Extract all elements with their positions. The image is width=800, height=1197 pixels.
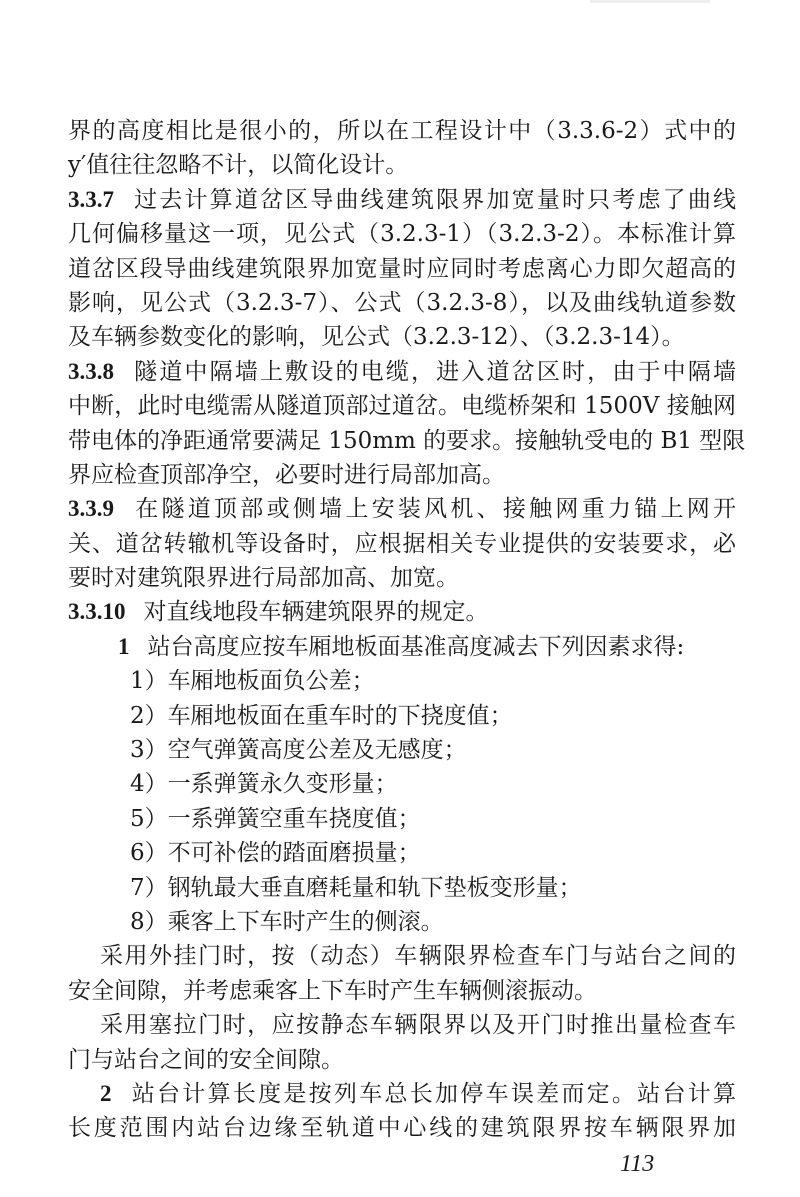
line-text: 中断，此时电缆需从隧道顶部过道岔。电缆桥架和 1500V 接触网 bbox=[68, 393, 736, 420]
text-line bbox=[68, 1077, 736, 1111]
line-text: 隧道中隔墙上敷设的电缆，进入道岔区时，由于中隔墙 bbox=[132, 358, 736, 385]
text-line bbox=[68, 148, 736, 182]
line-text: 长度范围内站台边缘至轨道中心线的建筑限界按车辆限界加 bbox=[68, 1115, 736, 1142]
text-line bbox=[68, 1043, 736, 1077]
section-number: 3.3.10 bbox=[68, 599, 126, 625]
text-line bbox=[68, 252, 736, 286]
text-line bbox=[68, 320, 736, 354]
section-number: 2 bbox=[100, 1080, 112, 1106]
section-number: 3.3.8 bbox=[68, 358, 114, 384]
line-text: 道岔区段导曲线建筑限界加宽量时应同时考虑离心力即欠超高的 bbox=[68, 255, 736, 282]
page-number: 113 bbox=[620, 1151, 655, 1177]
line-text: 站台高度应按车厢地板面基准高度减去下列因素求得: bbox=[147, 633, 685, 660]
document-body bbox=[68, 114, 746, 1146]
line-text: 带电体的净距通常要满足 150mm 的要求。接触轨受电的 B1 型限 bbox=[68, 427, 746, 454]
text-line bbox=[68, 595, 736, 629]
line-text: 3）空气弹簧高度公差及无感度； bbox=[130, 737, 467, 764]
line-text: 采用外挂门时，按（动态）车辆限界检查车门与站台之间的 bbox=[100, 943, 736, 970]
line-text: 6）不可补偿的踏面磨损量； bbox=[130, 840, 421, 867]
line-text: 要时对建筑限界进行局部加高、加宽。 bbox=[68, 565, 459, 592]
line-text: 1）车厢地板面负公差； bbox=[130, 668, 375, 695]
text-line bbox=[68, 527, 736, 561]
text-line bbox=[68, 939, 736, 973]
text-line bbox=[68, 836, 736, 870]
section-number: 3.3.7 bbox=[68, 186, 114, 212]
line-text: 7）钢轨最大垂直磨耗量和轨下垫板变形量； bbox=[130, 874, 582, 901]
line-text: 2）车厢地板面在重车时的下挠度值； bbox=[130, 702, 513, 729]
text-line bbox=[68, 871, 736, 905]
text-line bbox=[68, 733, 736, 767]
text-line bbox=[68, 1008, 736, 1042]
line-text: 在隧道顶部或侧墙上安装风机、接触网重力锚上网开 bbox=[132, 496, 736, 523]
line-text: 站台计算长度是按列车总长加停车误差而定。站台计算 bbox=[129, 1080, 736, 1107]
text-line bbox=[68, 114, 736, 148]
line-text: 过去计算道岔区导曲线建筑限界加宽量时只考虑了曲线 bbox=[132, 186, 736, 213]
text-line bbox=[68, 424, 746, 458]
text-line bbox=[68, 355, 736, 389]
line-text: y′值往往忽略不计，以简化设计。 bbox=[68, 152, 409, 179]
text-line bbox=[68, 699, 736, 733]
line-text: 界的高度相比是很小的，所以在工程设计中（3.3.6-2）式中的 bbox=[68, 118, 736, 144]
text-line bbox=[68, 458, 736, 492]
line-text: 关、道岔转辙机等设备时，应根据相关专业提供的安装要求，必 bbox=[68, 530, 736, 557]
section-number: 3.3.9 bbox=[68, 496, 114, 522]
text-line bbox=[68, 664, 736, 698]
text-line bbox=[68, 389, 736, 423]
line-text: 门与站台之间的安全间隙。 bbox=[68, 1046, 344, 1073]
text-line bbox=[68, 767, 736, 801]
text-line bbox=[68, 183, 736, 217]
line-text: 8）乘客上下车时产生的侧滚。 bbox=[130, 908, 444, 935]
line-text: 几何偏移量这一项，见公式（3.2.3-1）（3.2.3-2）。本标准计算 bbox=[68, 221, 736, 248]
text-line bbox=[68, 1111, 736, 1145]
line-text: 及车辆参数变化的影响，见公式（3.2.3-12）、（3.2.3-14）。 bbox=[68, 324, 685, 351]
scan-artifact bbox=[590, 0, 710, 3]
text-line bbox=[68, 974, 736, 1008]
line-text: 采用塞拉门时，应按静态车辆限界以及开门时推出量检查车 bbox=[100, 1012, 736, 1039]
text-line bbox=[68, 217, 736, 251]
line-text: 安全间隙，并考虑乘客上下车时产生车辆侧滚振动。 bbox=[68, 977, 597, 1004]
section-number: 1 bbox=[118, 633, 130, 659]
line-text: 5）一系弹簧空重车挠度值； bbox=[130, 805, 421, 832]
text-line bbox=[68, 905, 736, 939]
line-text: 影响，见公式（3.2.3-7）、公式（3.2.3-8），以及曲线轨道参数 bbox=[68, 289, 736, 316]
line-text: 4）一系弹簧永久变形量； bbox=[130, 771, 398, 798]
text-line bbox=[68, 492, 736, 526]
text-line bbox=[68, 802, 736, 836]
line-text: 界应检查顶部净空，必要时进行局部加高。 bbox=[68, 461, 505, 488]
text-line bbox=[68, 561, 736, 595]
line-text: 对直线地段车辆建筑限界的规定。 bbox=[143, 599, 489, 626]
text-line bbox=[68, 630, 736, 664]
text-line bbox=[68, 286, 736, 320]
